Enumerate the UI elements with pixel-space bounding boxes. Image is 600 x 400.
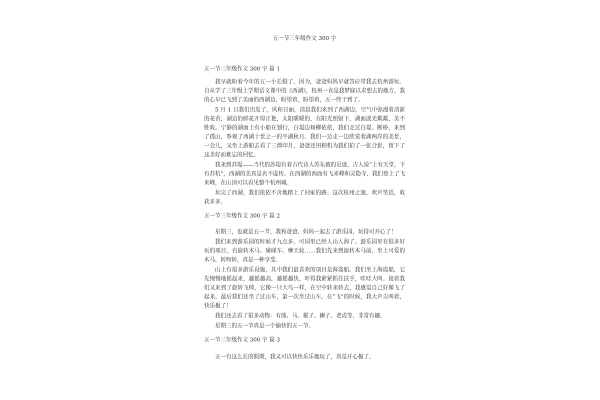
section-heading: 五一节三年级作文 300 字 篇 2 <box>204 212 280 219</box>
paragraph: 我们还去看了很多动物：有熊、马、猴子、狮子、老虎等，非常有趣。 <box>215 312 386 319</box>
essay-section-1 <box>204 43 405 208</box>
document-title: 五一节三年级作文 300 字 <box>272 35 337 42</box>
essay-section-3 <box>204 332 405 363</box>
paragraph: 我们来到游乐园的时候才九点多，可园里已经人山人海了。游乐园里有很多好玩的项目，有旋转木马、碰碰车、摩天轮……我们先来到旋转木马前，坐上可爱的木马，转呀转，真是一种享受。 <box>204 238 405 263</box>
paragraph: 星期三的五一节真是一个愉快的五一节。 <box>215 322 314 329</box>
paragraph: 5 月 1 日我们出发了，风和日丽，清晨我们来到了西湖边，空气中弥漫着清新的花香，湖边的鲜花开得正艳，太阳暖暖的，在阳光照射下，湖面波光粼粼，美不胜收。宁静的湖面上有小船在划行，白堤边杨柳依依，我们走过白堤、断桥，来到了孤山，参观了西湖十景之一的平湖秋月。我们一边走一边欣赏着湖两岸的美景，一会儿，又坐上游船去看了三潭印月，爸爸还用相机为我们拍了一张合影，留下了这美好而难忘的回忆。 <box>204 106 405 158</box>
section-heading: 五一节三年级作文 300 字 篇 3 <box>204 336 280 343</box>
paragraph: 我早就盼着今年的五一小长假了，因为，爸爸妈妈早就答应带我去杭州游玩。自从学了三年级上学期语文课中的《西湖》，杭州一直是我梦寐以求想去的地方，我的心早已飞到了美丽的西湖边，盼望着，盼望着，五一终于到了。 <box>204 78 405 103</box>
document-page <box>204 34 405 400</box>
section-heading: 五一节三年级作文 300 字 篇 1 <box>204 65 280 72</box>
paragraph: 星期三，也就是五一节，我和爸爸、妈妈一起去了游乐园，玩得可开心了！ <box>215 228 397 235</box>
paragraph: 玩完了西湖，我们依依不舍地踏上了回家的路。这次杭州之旅，欢声笑语，收获多多。 <box>204 189 405 205</box>
section-body <box>204 345 405 363</box>
essay-section-2 <box>204 208 405 332</box>
section-body <box>204 221 405 332</box>
section-body <box>204 74 405 208</box>
paragraph: 我来到苏堤——当代的苏堤有着古代诗人苏东坡的足迹，古人说“上有天堂，下有苏杭”，西湖的美真是名不虚传。在西湖的西面有飞来峰和灵隐寺，我们登上了飞来峰，在山顶可以看见整个杭州城。 <box>204 161 405 186</box>
paragraph: 五一有这么长的假期，我又可以快快乐乐地玩了，真是开心极了。 <box>215 353 375 360</box>
paragraph: 山上有很多游乐设施，其中我们最喜欢的项目是海盗船。我们坐上海盗船，它先慢慢地摇起来，越摇越高，越摇越快，吓得我紧紧抓住扶手，哇哇大叫。接着我们又来到了旋转飞椅，它像一只大鸟一样，在空中转来转去，我感觉自己好像飞了起来。最后我们还坐了过山车，第一次坐过山车，在“飞”的时候，我大声尖叫着，快乐极了！ <box>204 266 405 309</box>
